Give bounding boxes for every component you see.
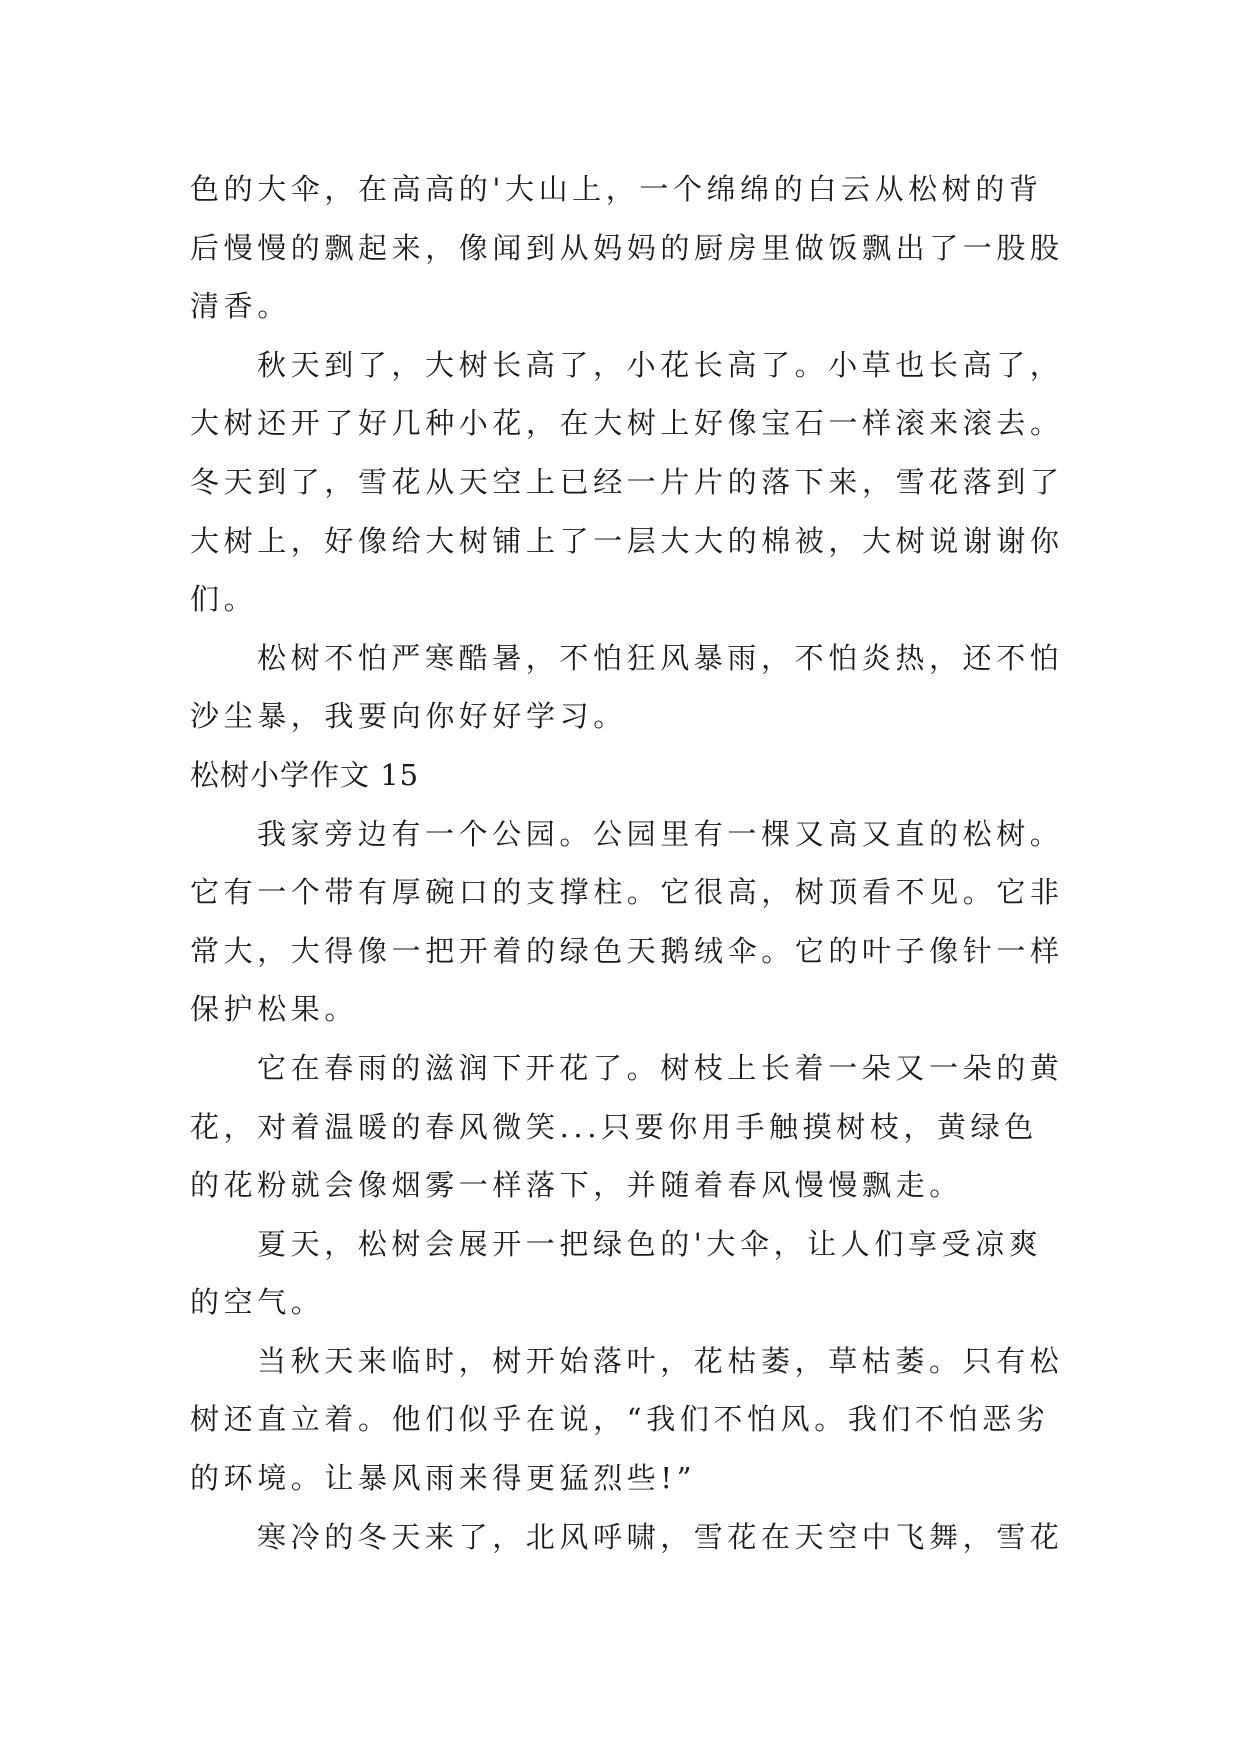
paragraph-start-line: 我家旁边有一个公园。公园里有一棵又高又直的松树。: [257, 816, 1064, 851]
paragraph-start-line: 松树不怕严寒酷暑，不怕狂风暴雨，不怕炎热，还不怕: [257, 640, 1064, 675]
text-line: 沙尘暴，我要向你好好学习。: [190, 699, 627, 734]
document-body: [190, 160, 1064, 1566]
text-line: 的花粉就会像烟雾一样落下，并随着春风慢慢飘走。: [190, 1168, 963, 1203]
text-line: 冬天到了，雪花从天空上已经一片片的落下来，雪花落到了: [190, 464, 1064, 499]
paragraph-start-line: 寒冷的冬天来了，北风呼啸，雪花在天空中飞舞，雪花: [257, 1519, 1064, 1554]
paragraph-start-line: 夏天，松树会展开一把绿色的'大伞，让人们享受凉爽: [257, 1226, 1043, 1261]
text-line: 的环境。让暴风雨来得更猛烈些!”: [190, 1461, 697, 1496]
text-line: 树还直立着。他们似乎在说，“我们不怕风。我们不怕恶劣: [190, 1402, 1050, 1437]
text-line: 常大，大得像一把开着的绿色天鹅绒伞。它的叶子像针一样: [190, 933, 1064, 968]
text-line: 的空气。: [190, 1285, 325, 1320]
text-line: 色的大伞，在高高的'大山上，一个绵绵的白云从松树的背: [190, 172, 1043, 206]
paragraph-start-line: 它在春雨的滋润下开花了。树枝上长着一朵又一朵的黄: [257, 1050, 1064, 1085]
text-line: 花，对着温暖的春风微笑...只要你用手触摸树枝，黄绿色: [190, 1109, 1038, 1144]
text-line: 后慢慢的飘起来，像闻到从妈妈的厨房里做饭飘出了一股股: [190, 230, 1064, 265]
paragraph-start-line: 当秋天来临时，树开始落叶，花枯萎，草枯萎。只有松: [257, 1343, 1064, 1378]
text-line: 们。: [190, 582, 258, 617]
section-heading: 松树小学作文 15: [190, 757, 420, 792]
text-line: 它有一个带有厚碗口的支撑柱。它很高，树顶看不见。它非: [190, 875, 1064, 910]
paragraph-start-line: 秋天到了，大树长高了，小花长高了。小草也长高了，: [257, 347, 1064, 382]
text-line: 清香。: [190, 289, 291, 324]
text-line: 大树上，好像给大树铺上了一层大大的棉被，大树说谢谢你: [190, 523, 1064, 558]
text-line: 保护松果。: [190, 992, 359, 1027]
text-line: 大树还开了好几种小花，在大树上好像宝石一样滚来滚去。: [190, 406, 1064, 441]
